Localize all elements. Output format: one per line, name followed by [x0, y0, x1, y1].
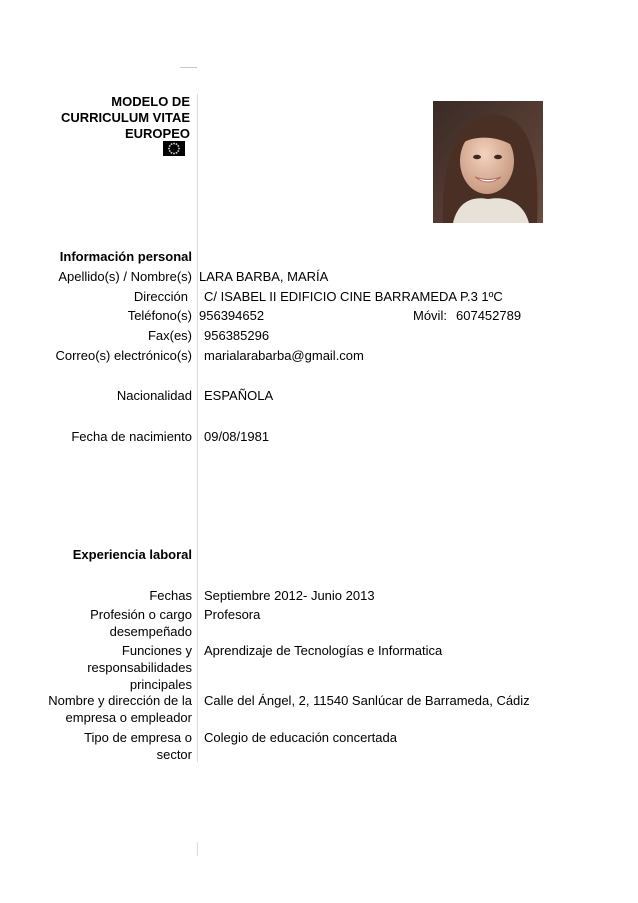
work-experience-section-title: Experiencia laboral — [72, 547, 192, 562]
birth-date-value: 09/08/1981 — [204, 429, 270, 444]
sector-value: Colegio de educación concertada — [204, 730, 397, 745]
header-divider-mark — [180, 67, 197, 68]
nationality-value: ESPAÑOLA — [204, 388, 274, 403]
employer-value: Calle del Ángel, 2, 11540 Sanlúcar de Barrameda, Cádiz — [204, 693, 530, 708]
name-value: LARA BARBA, MARÍA — [199, 269, 329, 284]
cv-model-title — [30, 94, 190, 142]
position-value: Profesora — [204, 607, 261, 622]
email-value: marialarabarba@gmail.com — [204, 348, 364, 363]
profile-photo — [433, 101, 543, 223]
dates-value: Septiembre 2012- Junio 2013 — [204, 588, 375, 603]
fax-label: Fax(es) — [147, 328, 192, 343]
cv-title-line-2: CURRICULUM VITAE — [60, 110, 190, 125]
eu-flag-icon — [163, 141, 185, 156]
duties-value: Aprendizaje de Tecnologías e Informatica — [204, 643, 443, 658]
employer-label: Nombre y dirección de la empresa o empleador — [48, 693, 192, 725]
birth-date-label: Fecha de nacimiento — [71, 429, 192, 444]
dates-label: Fechas — [149, 588, 192, 603]
mobile-value: 607452789 — [456, 308, 522, 323]
personal-info-section-title: Información personal — [59, 249, 192, 264]
sector-label: Tipo de empresa o sector — [84, 730, 192, 762]
duties-label: Funciones y responsabilidades principales — [87, 643, 192, 692]
name-label: Apellido(s) / Nombre(s) — [58, 269, 192, 284]
mobile-label: Móvil: — [413, 308, 447, 323]
phone-value: 956394652 — [199, 308, 265, 323]
column-divider — [197, 94, 198, 762]
cv-title-line-1: MODELO DE — [111, 94, 190, 109]
nationality-label: Nacionalidad — [116, 388, 192, 403]
address-value: C/ ISABEL II EDIFICIO CINE BARRAMEDA P.3 1ºC — [204, 289, 503, 304]
position-label: Profesión o cargo desempeñado — [90, 607, 192, 639]
email-label: Correo(s) electrónico(s) — [55, 348, 192, 363]
fax-value: 956385296 — [204, 328, 270, 343]
column-divider-footer — [197, 842, 198, 856]
cv-title-line-3: EUROPEO — [124, 126, 190, 141]
address-label: Dirección — [133, 289, 188, 304]
phone-label: Teléfono(s) — [127, 308, 192, 323]
